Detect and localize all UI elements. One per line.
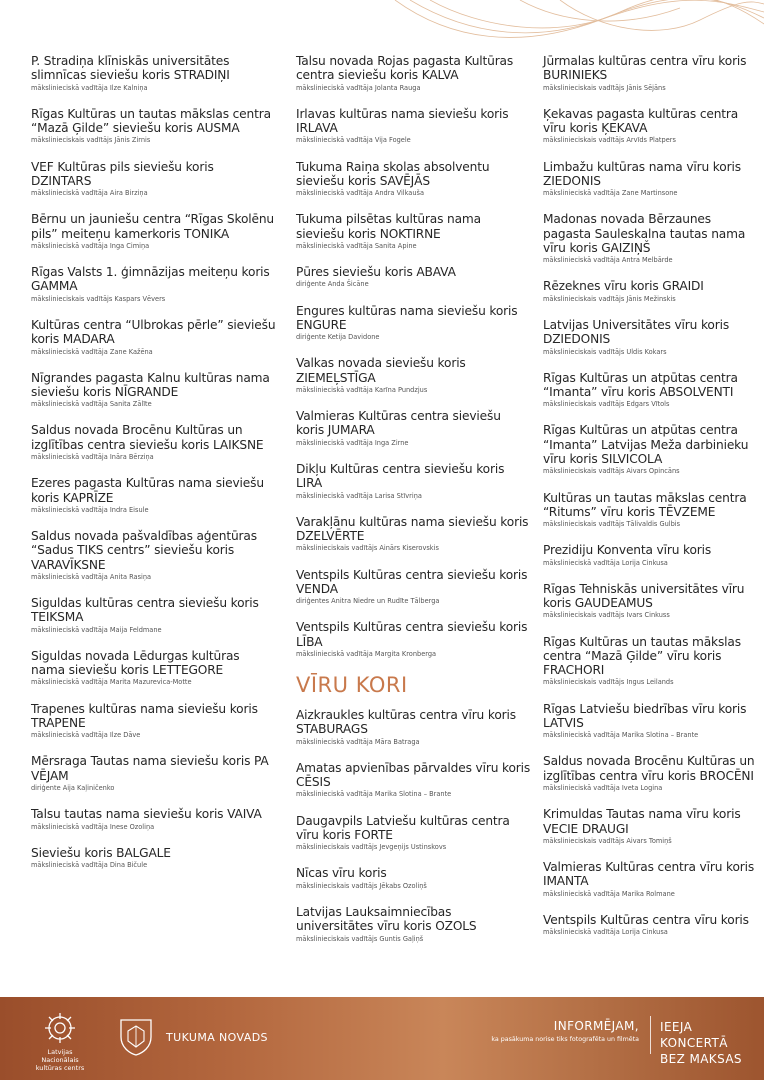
choir-director: mākslinieciskā vadītāja Marika Slotina – Brante	[296, 790, 452, 799]
choir-name: Nīgrandes pagasta Kalnu kultūras nama sieviešu koris NĪGRANDE	[31, 370, 270, 399]
choir-name: Latvijas Lauksaimniecības universitātes vīru koris OZOLS	[296, 904, 477, 934]
choir-entry	[296, 568, 531, 607]
choir-entry	[543, 160, 758, 199]
choir-entry	[296, 212, 531, 251]
choir-entry	[543, 279, 758, 303]
choir-entry	[296, 708, 531, 747]
choir-name: Valmieras Kultūras centra vīru koris IMANTA	[543, 860, 755, 889]
choir-entry	[543, 54, 758, 93]
choir-entry	[543, 212, 758, 265]
choir-director: mākslinieciskā vadītāja Andra Vilkauša	[296, 189, 425, 198]
free-entry-line1: IEEJA KONCERTĀ	[660, 1020, 728, 1050]
choir-director: mākslinieciskā vadītāja Sanita Zālīte	[31, 400, 152, 409]
choir-director: diriģentes Anitra Niedre un Rudīte Tālberga	[296, 597, 440, 606]
choir-entry	[296, 620, 531, 659]
choir-name: Aizkraukles kultūras centra vīru koris STABURAGS	[296, 708, 516, 737]
choir-director: mākslinieciskais vadītājs Aivars Opincāns	[543, 467, 680, 476]
choir-entry	[296, 160, 531, 199]
decorative-swirl	[0, 0, 764, 60]
choir-name: Ventspils Kultūras centra vīru koris	[543, 912, 749, 927]
choir-director: mākslinieciskā vadītāja Marika Slotina – Brante	[543, 731, 699, 740]
choir-name: Rīgas Valsts 1. ģimnāzijas meiteņu koris GAMMA	[31, 265, 270, 294]
choir-entry	[31, 649, 276, 688]
choir-director: mākslinieciskais vadītājs Edgars Vītols	[543, 400, 670, 409]
choir-name: Pūres sieviešu koris ABAVA	[296, 265, 456, 280]
choir-director: mākslinieciskais vadītājs Jēkabs Ozoliņš	[296, 881, 427, 890]
choir-entry	[31, 160, 276, 199]
choir-entry	[543, 635, 758, 688]
choir-director: mākslinieciskā vadītāja Iveta Logina	[543, 784, 663, 793]
choir-director: mākslinieciskā vadītāja Ilze Dāve	[31, 731, 141, 740]
choir-name: Madonas novada Bērzaunes pagasta Sauleskalna tautas nama vīru koris GAIZIŅŠ	[543, 212, 746, 255]
choir-name: Ventspils Kultūras centra sieviešu koris VENDA	[296, 567, 528, 596]
choir-name: Tukuma pilsētas kultūras nama sieviešu koris NOKTIRNE	[296, 212, 481, 241]
choir-entry	[31, 423, 276, 462]
choir-name: Rīgas Latviešu biedrības vīru koris LATVIS	[543, 701, 747, 730]
choir-entry	[31, 702, 276, 741]
choir-director: mākslinieciskā vadītāja Inga Zirne	[296, 438, 409, 447]
choir-entry	[543, 860, 758, 899]
lnkc-logo	[28, 1011, 92, 1072]
choir-entry	[543, 754, 758, 793]
choir-entry	[543, 543, 758, 567]
choir-entry	[31, 529, 276, 582]
choir-entry	[31, 596, 276, 635]
choir-entry	[31, 212, 276, 251]
choir-name: Rīgas Kultūras un tautas mākslas centra “Mazā Ģilde” vīru koris FRACHORI	[543, 634, 741, 678]
choir-director: mākslinieciskais vadītājs Ingus Leilands	[543, 678, 674, 687]
choir-entry	[296, 515, 531, 554]
lnkc-label	[28, 1048, 92, 1072]
choir-name: Tukuma Raiņa skolas absolventu sieviešu koris SAVĒJĀS	[296, 159, 490, 188]
choir-director: mākslinieciskā vadītāja Anita Rasiņa	[31, 572, 152, 581]
choir-director: diriģente Anda Šicāne	[296, 280, 369, 289]
choir-name: Talsu tautas nama sieviešu koris VAIVA	[31, 807, 262, 822]
choir-name: Saldus novada Brocēnu Kultūras un izglītības centra sieviešu koris LAIKSNE	[31, 423, 264, 452]
choir-name: VEF Kultūras pils sieviešu koris DZINTARS	[31, 159, 214, 188]
choir-name: Irlavas kultūras nama sieviešu koris IRLAVA	[296, 106, 509, 136]
choir-name: Krimuldas Tautas nama vīru koris VECIE DRAUGI	[543, 807, 741, 836]
choir-director: mākslinieciskā vadītāja Māra Batraga	[296, 737, 420, 746]
choir-director: mākslinieciskā vadītāja Jolanta Rauga	[296, 83, 421, 92]
choir-director: mākslinieciskais vadītājs Kaspars Vēvers	[31, 294, 166, 303]
choir-director: mākslinieciskā vadītāja Ināra Bērziņa	[31, 453, 154, 462]
choir-entry	[543, 807, 758, 846]
choir-director: mākslinieciskā vadītāja Sanita Apine	[296, 241, 417, 250]
choir-director: mākslinieciskā vadītāja Lorija Cinkusa	[543, 558, 668, 567]
choir-name: Kultūras un tautas mākslas centra “Ritums” vīru koris TĒVZEME	[543, 490, 747, 519]
choir-director: mākslinieciskais vadītājs Ainārs Kiserovskis	[296, 544, 439, 553]
choir-director: mākslinieciskais vadītājs Jānis Zirnis	[31, 136, 151, 145]
choir-name: Daugavpils Latviešu kultūras centra vīru koris FORTE	[296, 813, 510, 842]
choir-name: Rēzeknes vīru koris GRAIDI	[543, 279, 704, 294]
choir-director: mākslinieciskā vadītāja Marika Rolmane	[543, 889, 675, 898]
choir-entry	[543, 371, 758, 410]
choir-name: Jūrmalas kultūras centra vīru koris BURINIEKS	[543, 54, 747, 83]
choir-director: mākslinieciskā vadītāja Lorija Cinkusa	[543, 928, 668, 937]
choir-director: mākslinieciskā vadītāja Vija Fogele	[296, 136, 411, 145]
choir-entry	[296, 866, 531, 890]
choir-director: mākslinieciskais vadītājs Uldis Kokars	[543, 347, 667, 356]
choir-entry	[543, 582, 758, 621]
choir-director: mākslinieciskais vadītājs Jānis Mežinskis	[543, 294, 676, 303]
choir-director: mākslinieciskā vadītāja Zane Martinsone	[543, 189, 678, 198]
choir-column-2	[296, 54, 531, 958]
choir-director: mākslinieciskais vadītājs Ivars Cinkuss	[543, 611, 670, 620]
choir-name: Ezeres pagasta Kultūras nama sieviešu koris KAPRĪZE	[31, 476, 264, 505]
choir-director: mākslinieciskais vadītājs Jānis Sējāns	[543, 83, 666, 92]
choir-entry	[543, 913, 758, 937]
choir-name: Saldus novada Brocēnu Kultūras un izglītības centra vīru koris BROCĒNI	[543, 754, 755, 783]
choir-entry	[296, 814, 531, 853]
choir-director: mākslinieciskā vadītāja Inga Cimiņa	[31, 241, 150, 250]
choir-name: Ventspils Kultūras centra sieviešu koris LĪBA	[296, 620, 528, 649]
choir-column-3	[543, 54, 758, 951]
choir-name: Rīgas Kultūras un atpūtas centra “Imanta” Latvijas Meža darbinieku vīru koris SILVICOLA	[543, 423, 749, 467]
choir-entry	[296, 54, 531, 93]
choir-entry	[296, 905, 531, 944]
info-notice	[491, 1019, 639, 1043]
choir-entry	[296, 304, 531, 343]
choir-name: Dikļu Kultūras centra sieviešu koris LIRA	[296, 461, 505, 491]
choir-name: Trapenes kultūras nama sieviešu koris TRAPENE	[31, 701, 258, 730]
choir-name: Nīcas vīru koris	[296, 866, 387, 881]
choir-director: mākslinieciskā vadītāja Aira Birziņa	[31, 189, 148, 198]
choir-entry	[543, 318, 758, 357]
choir-name: Saldus novada pašvaldības aģentūras “Sadus TIKS centrs” sieviešu koris VARAVĪKSNE	[31, 529, 257, 572]
choir-entry	[543, 702, 758, 741]
footer-banner	[0, 997, 764, 1080]
choir-entry	[543, 491, 758, 530]
choir-name: Rīgas Kultūras un tautas mākslas centra “Mazā Ģilde” sieviešu koris AUSMA	[31, 106, 271, 136]
choir-name: Siguldas novada Lēdurgas kultūras nama sieviešu koris LETTEGORE	[31, 648, 240, 678]
choir-director: mākslinieciskā vadītāja Maija Feldmane	[31, 625, 162, 634]
section-heading-viru-kori: VĪRU KORI	[296, 673, 408, 698]
choir-director: mākslinieciskais vadītājs Tālivaldis Gulbis	[543, 520, 681, 529]
choir-entry	[31, 54, 276, 93]
choir-name: Talsu novada Rojas pagasta Kultūras centra sieviešu koris KALVA	[296, 54, 514, 83]
choir-entry	[543, 423, 758, 476]
choir-name: Rīgas Tehniskās universitātes vīru koris GAUDEAMUS	[543, 581, 745, 611]
choir-director: mākslinieciskā vadītāja Margita Kronberga	[296, 649, 437, 658]
footer-divider	[650, 1016, 651, 1054]
choir-director: mākslinieciskā vadītāja Karīna Pundzjus	[296, 385, 428, 394]
choir-director: mākslinieciskā vadītāja Inese Ozoliņa	[31, 822, 155, 831]
choir-name: Limbažu kultūras nama vīru koris ZIEDONIS	[543, 159, 741, 188]
choir-name: Latvijas Universitātes vīru koris DZIEDONIS	[543, 317, 730, 347]
choir-entry	[296, 356, 531, 395]
choir-name: Valkas novada sieviešu koris ZIEMEĻSTĪGA	[296, 356, 466, 385]
choir-name: Mērsraga Tautas nama sieviešu koris PA VĒJAM	[31, 754, 269, 783]
free-entry-notice	[660, 1019, 764, 1067]
choir-name: Kultūras centra “Ulbrokas pērle” sieviešu koris MADARA	[31, 317, 276, 347]
choir-director: mākslinieciskā vadītāja Marita Mazurevica-Motte	[31, 678, 192, 687]
choir-entry	[31, 107, 276, 146]
tukums-novads-label: TUKUMA NOVADS	[166, 1031, 268, 1044]
choir-director: mākslinieciskais vadītājs Aivars Tomiņš	[543, 836, 672, 845]
choir-director: mākslinieciskā vadītāja Dina Bičule	[31, 861, 148, 870]
choir-director: mākslinieciskā vadītāja Larisa Stīvriņa	[296, 491, 422, 500]
choir-entry	[31, 846, 276, 870]
choir-director: mākslinieciskā vadītāja Zane Kažēna	[31, 347, 153, 356]
choir-entry	[31, 265, 276, 304]
choir-entry	[31, 807, 276, 831]
lnkc-label-line1: Latvijas Nacionālais	[41, 1048, 79, 1064]
choir-column-1	[31, 54, 276, 884]
choir-entry	[543, 107, 758, 146]
choir-name: Valmieras Kultūras centra sieviešu koris JUMARA	[296, 409, 501, 438]
free-entry-line2: BEZ MAKSAS	[660, 1052, 742, 1066]
choir-entry	[296, 761, 531, 800]
choir-entry	[31, 318, 276, 357]
choir-name: Siguldas kultūras centra sieviešu koris TEIKSMA	[31, 596, 259, 625]
choir-director: mākslinieciskais vadītājs Guntis Gaļiņš	[296, 934, 424, 943]
choir-name: Sieviešu koris BALGALE	[31, 845, 171, 860]
choir-name: P. Stradiņa klīniskās universitātes slimnīcas sieviešu koris STRADIŅI	[31, 54, 230, 83]
choir-director: mākslinieciskā vadītāja Ilze Kalniņa	[31, 83, 148, 92]
choir-name: Engures kultūras nama sieviešu koris ENGURE	[296, 303, 518, 332]
choir-director: diriģente Aija Kaļiničenko	[31, 784, 115, 793]
lnkc-emblem-icon	[41, 1011, 79, 1045]
lnkc-label-line2: kultūras centrs	[35, 1064, 85, 1072]
info-subtitle: ka pasākuma norise tiks fotografēta un filmēta	[491, 1036, 639, 1043]
info-title: INFORMĒJAM,	[553, 1019, 639, 1033]
tukums-coat-of-arms-icon	[118, 1017, 154, 1057]
choir-director: mākslinieciskais vadītājs Arvīds Platpers	[543, 136, 676, 145]
choir-entry	[31, 754, 276, 793]
choir-director: mākslinieciskais vadītājs Jevgeņijs Ustinskovs	[296, 843, 447, 852]
choir-director: mākslinieciskā vadītāja Antra Melbārde	[543, 256, 673, 265]
choir-entry	[296, 265, 531, 289]
choir-name: Rīgas Kultūras un atpūtas centra “Imanta” vīru koris ABSOLVENTI	[543, 370, 738, 399]
choir-entry	[31, 476, 276, 515]
choir-entry	[296, 107, 531, 146]
choir-entry	[296, 462, 531, 501]
choir-director: mākslinieciskā vadītāja Indra Eisule	[31, 505, 149, 514]
choir-entry	[296, 409, 531, 448]
choir-name: Amatas apvienības pārvaldes vīru koris CĒSIS	[296, 760, 531, 790]
choir-entry	[31, 371, 276, 410]
choir-name: Ķekavas pagasta kultūras centra vīru koris ĶEKAVA	[543, 106, 739, 136]
choir-name: Prezidiju Konventa vīru koris	[543, 543, 712, 558]
choir-name: Bērnu un jauniešu centra “Rīgas Skolēnu pils” meiteņu kamerkoris TONIKA	[31, 212, 275, 241]
choir-name: Varakļānu kultūras nama sieviešu koris DZELVĒRTE	[296, 514, 529, 544]
choir-director: diriģente Ketija Davidone	[296, 333, 380, 342]
